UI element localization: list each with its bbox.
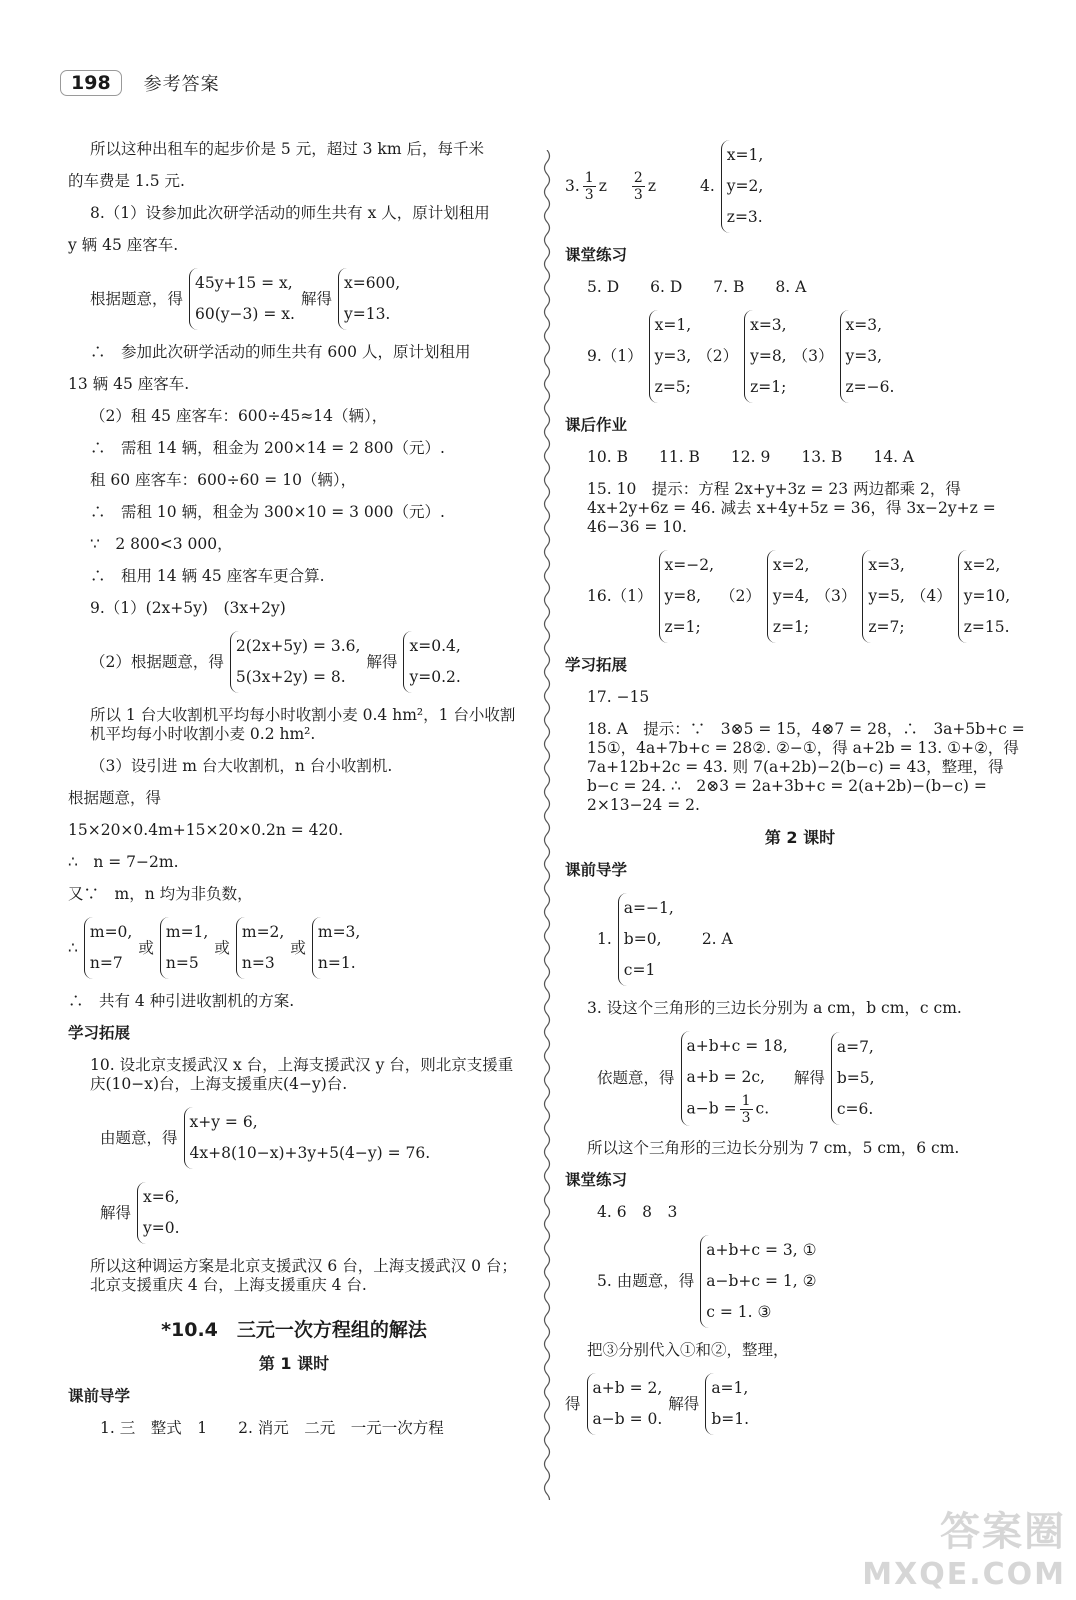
solution-system: m=1, n=5 xyxy=(160,917,208,979)
equation-system: 2(2x+5y) = 3.6, 5(3x+2y) = 8. xyxy=(230,631,361,693)
text-paragraph: 18. A 提示：∵ 3⊗5 = 15，4⊗7 = 28，∴ 3a+5b+c = 15①，4a+7b+c = 28②. ②−①，得 a+2b = 13. ①+②，得 7a+12b+2c = 43. 则 7(a+2b)−2(b−c) = 43，整理，得 b−c = 24. ∴ 2⊗3 = 2a+3b+c = 2(a+2b)−(b−c) = 2×13−24 = 2. xyxy=(587,720,1025,814)
section-heading: 课堂练习 xyxy=(565,1171,628,1189)
text: 依题意，得 xyxy=(597,1069,675,1087)
text: 4. xyxy=(699,177,715,195)
lesson-title: 第 2 课时 xyxy=(764,828,836,847)
fraction: 1 3 xyxy=(584,170,594,203)
text: （2） xyxy=(720,587,761,605)
page-header xyxy=(60,70,220,96)
text-line: 1. 三 整式 1 2. 消元 二元 一元一次方程 xyxy=(100,1419,444,1437)
solution-system: x=2, y=10, z=15. xyxy=(958,550,1010,643)
text: 解得 xyxy=(300,289,332,308)
text: z xyxy=(598,177,607,195)
section-heading: 学习拓展 xyxy=(68,1024,131,1042)
text-line: ∴ 租用 14 辆 45 座客车更合算. xyxy=(90,567,325,585)
left-column xyxy=(68,140,520,1451)
text-line: 所以这个三角形的三边长分别为 7 cm，5 cm，6 cm. xyxy=(587,1139,960,1157)
text: 或 xyxy=(290,938,306,957)
equation-row xyxy=(68,917,520,979)
solution-system: x=1, y=3, z=5; xyxy=(649,310,692,403)
equation-row xyxy=(565,1235,1035,1328)
header-title: 参考答案 xyxy=(143,74,220,95)
text-line: ∵ 2 800<3 000， xyxy=(90,535,233,553)
solution-system: x=0.4, y=0.2. xyxy=(403,631,460,693)
lesson-title: 第 1 课时 xyxy=(258,1354,330,1373)
text: 5. 由题意，得 xyxy=(597,1272,695,1290)
text: （4） xyxy=(910,587,952,605)
equation-row xyxy=(565,1373,1035,1435)
watermark-url: MXQE.COM xyxy=(862,1557,1066,1592)
section-heading: 课堂练习 xyxy=(565,246,628,264)
text-line: （3）设引进 m 台大收割机，n 台小收割机. xyxy=(90,757,393,775)
equation-system: a+b = 2, a−b = 0. xyxy=(587,1373,663,1435)
text: （2） xyxy=(697,347,739,365)
solution-system: a=7, b=5, c=6. xyxy=(831,1032,875,1125)
solution-system: a=1, b=1. xyxy=(705,1373,749,1435)
text: 或 xyxy=(138,938,154,957)
text-line: ∴ 参加此次研学活动的师生共有 600 人，原计划租用 xyxy=(90,343,471,361)
watermark-logo: 答案圈 xyxy=(940,1509,1066,1555)
text-line: 10. B 11. B 12. 9 13. B 14. A xyxy=(587,448,915,466)
solution-system: x=6, y=0. xyxy=(137,1182,180,1244)
equation-row xyxy=(68,1107,520,1169)
equation-row xyxy=(68,631,520,693)
text-line: 4. 6 8 3 xyxy=(597,1203,678,1221)
text-line: 把③分别代入①和②，整理， xyxy=(587,1341,789,1359)
text: 或 xyxy=(214,938,230,957)
text-line: 根据题意，得 xyxy=(68,789,162,807)
fraction: 2 3 xyxy=(633,170,643,203)
text: 解得 xyxy=(100,1203,132,1222)
text: 得 xyxy=(565,1394,581,1413)
text: 9.（1） xyxy=(587,347,643,365)
text: 由题意，得 xyxy=(100,1128,178,1147)
text-paragraph: 所以这种调运方案是北京支援武汉 6 台，上海支援武汉 0 台；北京支援重庆 4 台，上海支援重庆 4 台. xyxy=(90,1257,517,1294)
text: 3. xyxy=(565,177,580,195)
solution-system: m=3, n=1. xyxy=(312,917,360,979)
text-line: 又∵ m，n 均为非负数， xyxy=(68,885,253,903)
text-line: 租 60 座客车：600÷60 = 10（辆）， xyxy=(90,471,357,489)
equation-row xyxy=(565,893,1035,986)
equation-row xyxy=(565,140,1035,233)
watermark xyxy=(862,1500,1066,1592)
equation-row xyxy=(565,550,1035,643)
text: （3） xyxy=(815,587,857,605)
text: ∴ xyxy=(68,938,78,957)
page-number: 198 xyxy=(60,70,122,96)
equation-row xyxy=(565,310,1035,403)
solution-system: x=600, y=13. xyxy=(338,268,400,330)
column-divider xyxy=(541,150,553,1500)
text: （3） xyxy=(792,347,834,365)
text-line: ∴ 需租 10 辆，租金为 300×10 = 3 000（元）. xyxy=(90,503,445,521)
text: （2）根据题意，得 xyxy=(90,652,224,671)
section-heading: 学习拓展 xyxy=(565,656,628,674)
section-heading: 课后作业 xyxy=(565,416,628,434)
text-line: 3. 设这个三角形的三边长分别为 a cm，b cm，c cm. xyxy=(587,999,962,1017)
text-line: 17. −15 xyxy=(587,688,650,706)
text-line: ∴ 需租 14 辆，租金为 200×14 = 2 800（元）. xyxy=(90,439,445,457)
text-line: 5. D 6. D 7. B 8. A xyxy=(587,278,807,296)
solution-system: a=−1, b=0, c=1 xyxy=(618,893,674,986)
solution-system: x=−2, y=8, z=1; xyxy=(659,550,715,643)
text-line: 13 辆 45 座客车. xyxy=(68,375,190,393)
section-heading: 课前导学 xyxy=(68,1387,131,1405)
text-paragraph: 15. 10 提示：方程 2x+y+3z = 23 两边都乘 2，得 4x+2y+6z = 46. 减去 x+4y+5z = 36，得 3x−2y+z = 46−36 = 10. xyxy=(587,480,996,536)
equation-system: 45y+15 = x, 60(y−3) = x. xyxy=(189,268,295,330)
solution-system: x=3, y=5, z=7; xyxy=(862,550,905,643)
text-line: （2）租 45 座客车：600÷45≈14（辆）， xyxy=(90,407,388,425)
solution-system: x=1, y=2, z=3. xyxy=(721,140,764,233)
equation-system: a+b+c = 18, a+b = 2c, a−b = $\frac{1}{3}$ c. xyxy=(681,1031,788,1126)
text-line: y 辆 45 座客车. xyxy=(68,236,179,254)
text-line: 8.（1）设参加此次研学活动的师生共有 x 人，原计划租用 xyxy=(90,204,490,222)
solution-system: m=0, n=7 xyxy=(84,917,132,979)
right-column xyxy=(565,140,1035,1448)
text-line: 的车费是 1.5 元. xyxy=(68,172,185,190)
solution-system: x=3, y=3, z=−6. xyxy=(840,310,895,403)
text: 解得 xyxy=(366,652,398,671)
solution-system: x=2, y=4, z=1; xyxy=(767,550,810,643)
text: 解得 xyxy=(668,1394,700,1413)
text: 根据题意，得 xyxy=(90,289,184,308)
text-paragraph: 所以 1 台大收割机平均每小时收割小麦 0.4 hm²，1 台小收割机平均每小时收割小麦 0.2 hm². xyxy=(90,706,516,743)
text: z xyxy=(647,177,656,195)
solution-system: m=2, n=3 xyxy=(236,917,284,979)
text: 2. A xyxy=(701,930,733,948)
equation-row xyxy=(68,1182,520,1244)
equation-system: a+b+c = 3, ① a−b+c = 1, ② c = 1. ③ xyxy=(700,1235,816,1328)
equation-row xyxy=(565,1031,1035,1126)
solution-system: x=3, y=8, z=1; xyxy=(744,310,787,403)
text-line: 9.（1）(2x+5y) (3x+2y) xyxy=(90,599,286,617)
text-line: ∴ n = 7−2m. xyxy=(68,853,179,871)
text-paragraph: 10. 设北京支援武汉 x 台，上海支援武汉 y 台，则北京支援重庆(10−x)台，上海支援重庆(4−y)台. xyxy=(90,1056,514,1093)
text: 解得 xyxy=(793,1069,825,1087)
text: 16.（1） xyxy=(587,587,653,605)
text-line: ∴ 共有 4 种引进收割机的方案. xyxy=(68,992,295,1010)
section-heading: 课前导学 xyxy=(565,861,628,879)
text-line: 所以这种出租车的起步价是 5 元，超过 3 km 后，每千米 xyxy=(90,140,484,158)
equation-system: x+y = 6, 4x+8(10−x)+3y+5(4−y) = 76. xyxy=(184,1107,431,1169)
equation-row xyxy=(68,268,520,330)
chapter-title: *10.4 三元一次方程组的解法 xyxy=(161,1319,427,1341)
text: 1. xyxy=(597,930,612,948)
text-line: 15×20×0.4m+15×20×0.2n = 420. xyxy=(68,821,344,839)
